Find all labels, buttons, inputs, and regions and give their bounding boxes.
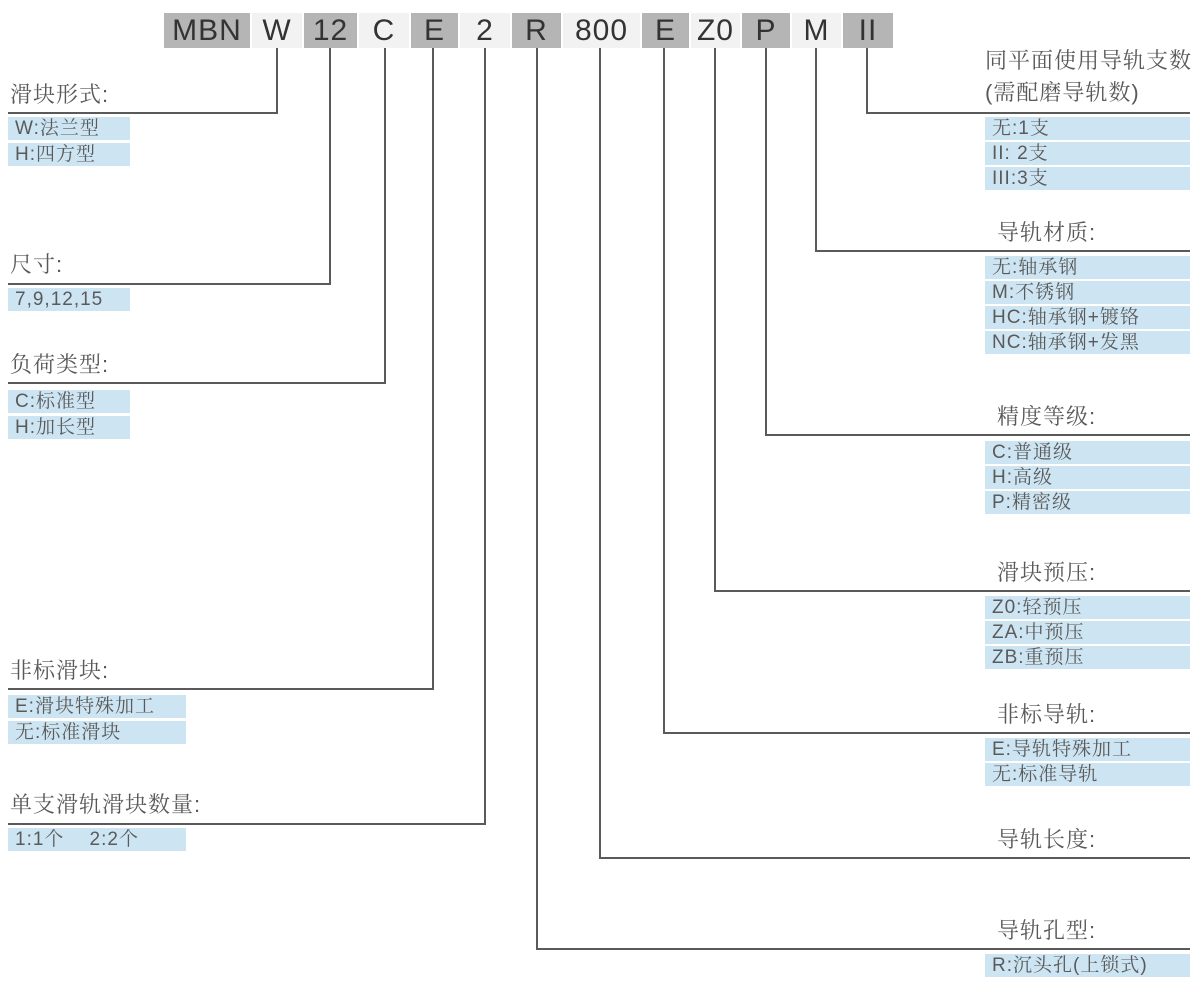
option-row-preload: ZB:重预压 — [985, 646, 1190, 669]
section-title-rail-length: 导轨长度: — [997, 827, 1097, 852]
option-row-hole-type: R:沉头孔(上锁式) — [985, 954, 1190, 977]
option-row-accuracy: H:高级 — [985, 466, 1190, 489]
connector-vline-rail-count — [866, 48, 868, 112]
connector-hline-rail-length — [599, 857, 1190, 859]
option-row-nonstd-rail: 无:标准导轨 — [985, 763, 1190, 786]
code-segment-accuracy: P — [742, 13, 790, 48]
option-row-slider-count: 1:1个 2:2个 — [8, 828, 186, 851]
connector-vline-accuracy — [765, 48, 767, 434]
option-row-slider-form: H:四方型 — [8, 143, 130, 166]
code-segment-size: 12 — [304, 13, 357, 48]
option-row-preload: Z0:轻预压 — [985, 596, 1190, 619]
option-row-slider-form: W:法兰型 — [8, 117, 130, 140]
section-title-nonstd-rail: 非标导轨: — [997, 702, 1097, 727]
option-row-material: NC:轴承钢+发黑 — [985, 331, 1190, 354]
connector-hline-nonstd-slider — [8, 688, 434, 690]
section-title-slider-count: 单支滑轨滑块数量: — [10, 792, 202, 817]
connector-vline-preload — [714, 48, 716, 590]
connector-hline-nonstd-rail — [663, 732, 1190, 734]
connector-vline-slider-form — [276, 48, 278, 112]
connector-vline-slider-count — [484, 48, 486, 823]
option-row-rail-count: III:3支 — [985, 167, 1190, 190]
connector-vline-size — [329, 48, 331, 283]
connector-hline-material — [815, 250, 1190, 252]
code-segment-slider-form: W — [252, 13, 302, 48]
option-row-nonstd-slider: E:滑块特殊加工 — [8, 695, 186, 718]
code-segment-nonstd-rail: E — [642, 13, 689, 48]
section-title-load-type: 负荷类型: — [10, 352, 110, 377]
option-row-rail-count: II: 2支 — [985, 142, 1190, 165]
section-title-rail-count-line1: 同平面使用导轨支数 — [985, 48, 1193, 73]
option-row-material: M:不锈钢 — [985, 281, 1190, 304]
option-row-rail-count: 无:1支 — [985, 117, 1190, 140]
section-title-material: 导轨材质: — [997, 220, 1097, 245]
connector-vline-hole-type — [536, 48, 538, 948]
connector-hline-slider-form — [8, 112, 278, 114]
code-segment-rail-length: 800 — [563, 13, 640, 48]
connector-vline-material — [815, 48, 817, 250]
code-segment-material: M — [792, 13, 841, 48]
section-title-nonstd-slider: 非标滑块: — [10, 658, 110, 683]
section-title-rail-count-line2: (需配磨导轨数) — [985, 80, 1140, 105]
connector-hline-rail-count — [866, 112, 1190, 114]
option-row-nonstd-rail: E:导轨特殊加工 — [985, 738, 1190, 761]
connector-hline-preload — [714, 590, 1190, 592]
connector-hline-accuracy — [765, 434, 1190, 436]
code-segment-series: MBN — [164, 13, 250, 48]
section-title-accuracy: 精度等级: — [997, 404, 1097, 429]
code-segment-nonstd-slider: E — [411, 13, 458, 48]
connector-hline-size — [8, 283, 331, 285]
code-segment-rail-count: II — [843, 13, 893, 48]
section-title-slider-form: 滑块形式: — [10, 82, 110, 107]
code-segment-slider-count: 2 — [460, 13, 510, 48]
connector-vline-nonstd-slider — [432, 48, 434, 688]
connector-hline-hole-type — [536, 948, 1190, 950]
option-row-material: 无:轴承钢 — [985, 256, 1190, 279]
option-row-accuracy: C:普通级 — [985, 441, 1190, 464]
code-segment-preload: Z0 — [691, 13, 740, 48]
option-row-load-type: H:加长型 — [8, 416, 130, 439]
code-segment-hole-type: R — [512, 13, 561, 48]
option-row-size: 7,9,12,15 — [8, 288, 130, 311]
connector-vline-load-type — [384, 48, 386, 382]
code-segment-load-type: C — [359, 13, 409, 48]
section-title-size: 尺寸: — [10, 252, 64, 277]
connector-hline-load-type — [8, 382, 386, 384]
section-title-preload: 滑块预压: — [997, 560, 1097, 585]
option-row-material: HC:轴承钢+镀铬 — [985, 306, 1190, 329]
connector-vline-rail-length — [599, 48, 601, 857]
option-row-accuracy: P:精密级 — [985, 491, 1190, 514]
section-title-hole-type: 导轨孔型: — [997, 918, 1097, 943]
option-row-nonstd-slider: 无:标准滑块 — [8, 721, 186, 744]
connector-vline-nonstd-rail — [663, 48, 665, 732]
option-row-preload: ZA:中预压 — [985, 621, 1190, 644]
connector-hline-slider-count — [8, 823, 486, 825]
option-row-load-type: C:标准型 — [8, 390, 130, 413]
